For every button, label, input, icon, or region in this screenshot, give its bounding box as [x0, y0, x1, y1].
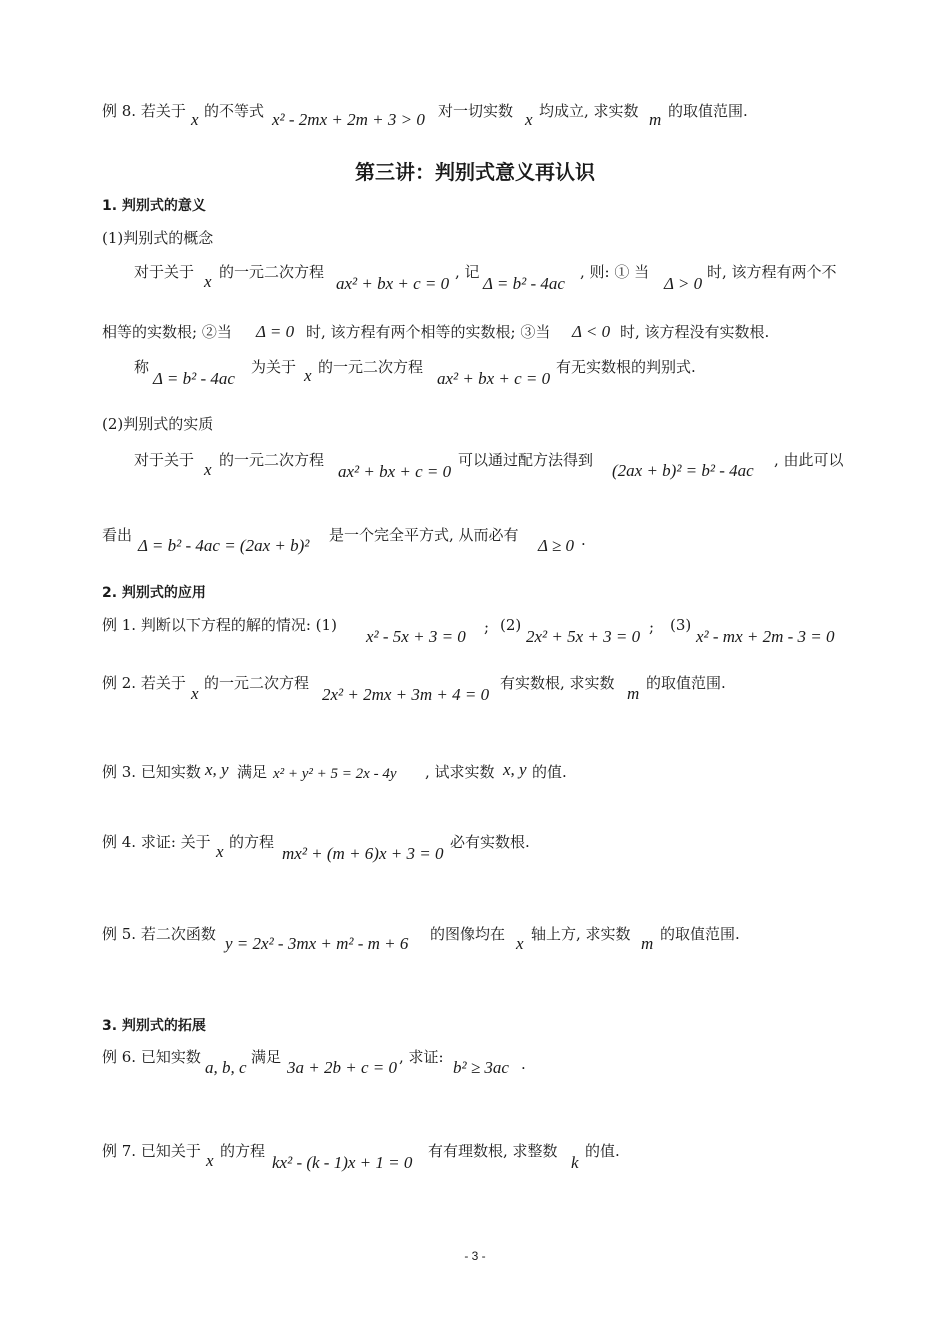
paragraph-text: 时, 该方程有两个相等的实数根; ③当 — [306, 323, 551, 341]
math-var: x — [206, 1151, 214, 1170]
condition: Δ = 0 — [256, 322, 295, 341]
completed-square: (2ax + b)² = b² - 4ac — [612, 461, 754, 480]
page-number: - 3 - — [464, 1249, 486, 1263]
equation: ax² + bx + c = 0 — [437, 369, 551, 388]
discriminant-identity: Δ = b² - 4ac = (2ax + b)² — [138, 536, 310, 555]
section-heading: 2. 判别式的应用 — [102, 585, 206, 601]
math-var: x — [525, 110, 533, 129]
paragraph-text: 的一元二次方程 — [318, 358, 424, 376]
paragraph-text: , 记 — [455, 263, 480, 281]
ex8-text: 例 8. 若关于 — [102, 102, 186, 120]
paragraph-text: 称 — [134, 358, 150, 376]
example-text: 必有实数根. — [450, 833, 530, 851]
math-var: m — [627, 684, 640, 703]
example-text: 有有理数根, 求整数 — [428, 1142, 558, 1160]
example-text: ; — [649, 618, 655, 636]
example-text: 的取值范围. — [660, 925, 740, 943]
paragraph-text: 可以通过配方法得到 — [458, 451, 594, 469]
math-vars: a, b, c — [205, 1058, 247, 1077]
math-var: x — [216, 842, 224, 861]
example-text: 满足 — [237, 763, 268, 781]
example-text: 的图像均在 — [430, 925, 506, 943]
paragraph-text: 时, 该方程有两个不 — [707, 263, 837, 281]
ex8-text: 的取值范围. — [668, 102, 748, 120]
equation: mx² + (m + 6)x + 3 = 0 — [282, 844, 444, 863]
math-var: m — [641, 934, 654, 953]
discriminant: Δ = b² - 4ac — [153, 369, 235, 388]
paragraph-text: , 由此可以 — [774, 451, 844, 469]
equation: 3a + 2b + c = 0 — [287, 1058, 397, 1077]
example-text: , 试求实数 — [425, 763, 495, 781]
paragraph-text: 的一元二次方程 — [219, 451, 325, 469]
condition: Δ > 0 — [664, 274, 703, 293]
paragraph-text: 有无实数根的判别式. — [556, 358, 696, 376]
example-text: (3) — [670, 616, 692, 634]
paragraph-text: 时, 该方程没有实数根. — [620, 323, 770, 341]
example-text: 有实数根, 求实数 — [500, 674, 615, 692]
subsection-heading: (1)判别式的概念 — [102, 229, 214, 247]
math-var: x — [204, 460, 212, 479]
paragraph-text: 的一元二次方程 — [219, 263, 325, 281]
example-text: 例 4. 求证: 关于 — [102, 833, 211, 851]
math-var: x — [204, 272, 212, 291]
equation: x² + y² + 5 = 2x - 4y — [273, 766, 397, 782]
example-text: 例 6. 已知实数 — [102, 1048, 201, 1066]
subsection-heading: (2)判别式的实质 — [102, 415, 214, 433]
paragraph-text: 是一个完全平方式, 从而必有 — [329, 526, 519, 544]
ex8-text: 的不等式 — [204, 102, 265, 120]
example-text: 例 2. 若关于 — [102, 674, 186, 692]
example-text: 满足 — [251, 1048, 282, 1066]
math-var: x — [304, 366, 312, 385]
example-text: 的方程 — [220, 1142, 266, 1160]
section-heading: 3. 判别式的拓展 — [102, 1018, 206, 1034]
example-text: , 求证: — [399, 1048, 444, 1066]
example-text: ; — [484, 618, 490, 636]
paragraph-text: 相等的实数根; ②当 — [102, 323, 232, 341]
example-text: 例 7. 已知关于 — [102, 1142, 201, 1160]
ex8-text: 对一切实数 — [438, 102, 514, 120]
condition: Δ < 0 — [572, 322, 611, 341]
ex8-text: 均成立, 求实数 — [539, 102, 639, 120]
paragraph-text: . — [581, 531, 586, 549]
section-heading: 1. 判别式的意义 — [102, 198, 206, 214]
equation: kx² - (k - 1)x + 1 = 0 — [272, 1153, 413, 1172]
paragraph-text: , 则: ① 当 — [580, 263, 650, 281]
paragraph-text: 对于关于 — [134, 451, 195, 469]
example-text: 例 5. 若二次函数 — [102, 925, 216, 943]
example-text: 轴上方, 求实数 — [531, 925, 631, 943]
equation: ax² + bx + c = 0 — [338, 462, 452, 481]
function: y = 2x² - 3mx + m² - m + 6 — [225, 934, 409, 953]
page-title: 第三讲：判别式意义再认识 — [355, 160, 595, 184]
paragraph-text: 为关于 — [251, 358, 297, 376]
example-text: 例 3. 已知实数 — [102, 763, 201, 781]
inequality: x² - 2mx + 2m + 3 > 0 — [272, 110, 425, 129]
math-var: k — [571, 1153, 579, 1172]
example-text: . — [521, 1055, 526, 1073]
math-var: x, y — [205, 760, 229, 779]
example-text: 例 1. 判断以下方程的解的情况: (1) — [102, 616, 337, 634]
equation: 2x² + 2mx + 3m + 4 = 0 — [322, 685, 490, 704]
example-text: 的取值范围. — [646, 674, 726, 692]
equation: x² - 5x + 3 = 0 — [366, 627, 466, 646]
math-var: m — [649, 110, 662, 129]
example-text: 的方程 — [229, 833, 275, 851]
equation: 2x² + 5x + 3 = 0 — [526, 627, 641, 646]
paragraph-text: 看出 — [102, 526, 133, 544]
paragraph-text: 对于关于 — [134, 263, 195, 281]
math-var: x, y — [503, 760, 527, 779]
equation: x² - mx + 2m - 3 = 0 — [696, 627, 835, 646]
example-text: 的一元二次方程 — [204, 674, 310, 692]
example-text: (2) — [500, 616, 522, 634]
math-var: x — [191, 684, 199, 703]
math-var: x — [191, 110, 199, 129]
math-var: x — [516, 934, 524, 953]
inequality: b² ≥ 3ac — [453, 1058, 509, 1077]
discriminant: Δ = b² - 4ac — [483, 274, 565, 293]
example-text: 的值. — [532, 763, 567, 781]
condition: Δ ≥ 0 — [538, 536, 575, 555]
equation: ax² + bx + c = 0 — [336, 274, 450, 293]
example-text: 的值. — [585, 1142, 620, 1160]
